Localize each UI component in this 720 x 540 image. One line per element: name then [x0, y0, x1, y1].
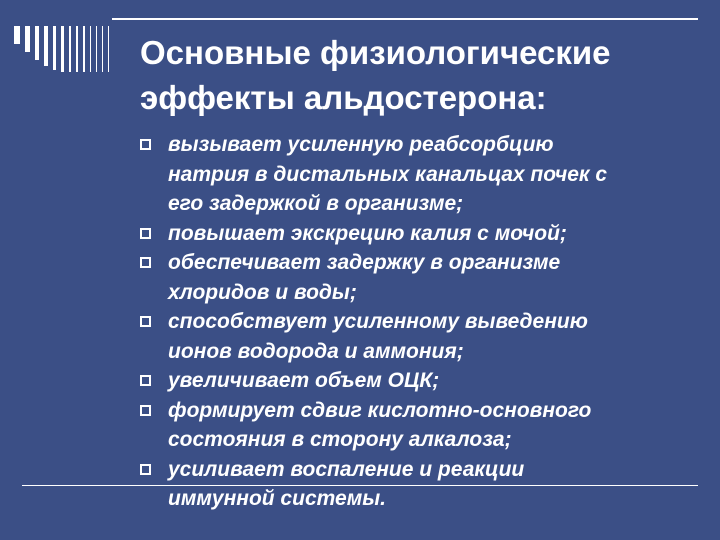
list-item	[140, 130, 700, 219]
title-line-2: эффекты альдостерона:	[140, 79, 547, 116]
bullet-line: повышает экскрецию калия с мочой;	[168, 221, 567, 245]
top-divider	[112, 18, 698, 20]
bullet-line: формирует сдвиг кислотно-основного	[168, 398, 592, 422]
bullet-line: увеличивает объем ОЦК;	[168, 369, 440, 392]
hollow-square-bullet-icon	[140, 375, 151, 386]
hollow-square-bullet-icon	[140, 228, 151, 239]
bullet-line: усиливает воспаление и реакции	[168, 457, 525, 481]
hollow-square-bullet-icon	[140, 139, 151, 150]
bottom-divider	[22, 485, 698, 486]
slide-title	[140, 30, 710, 120]
list-item	[140, 455, 700, 514]
list-item	[140, 248, 700, 307]
decorative-bars	[14, 26, 134, 72]
bullet-line: способствует усиленному выведению	[168, 310, 588, 333]
list-item	[140, 219, 700, 249]
bullet-line: натрия в дистальных канальцах почек с	[168, 162, 608, 186]
bullet-line: хлоридов и воды;	[168, 280, 357, 304]
hollow-square-bullet-icon	[140, 464, 151, 475]
bullet-line: состояния в сторону алкалоза;	[168, 428, 512, 451]
bullet-line: ионов водорода и аммония;	[168, 339, 464, 363]
list-item	[140, 396, 700, 455]
title-line-1: Основные физиологические	[140, 34, 611, 71]
list-item	[140, 366, 700, 396]
bullet-line: его задержкой в организме;	[168, 192, 464, 215]
list-item	[140, 307, 700, 366]
bullet-line: иммунной системы.	[168, 487, 386, 510]
hollow-square-bullet-icon	[140, 405, 151, 416]
bullet-list	[140, 130, 700, 514]
hollow-square-bullet-icon	[140, 316, 151, 327]
bullet-line: вызывает усиленную реабсорбцию	[168, 133, 554, 156]
bullet-line: обеспечивает задержку в организме	[168, 251, 561, 274]
hollow-square-bullet-icon	[140, 257, 151, 268]
